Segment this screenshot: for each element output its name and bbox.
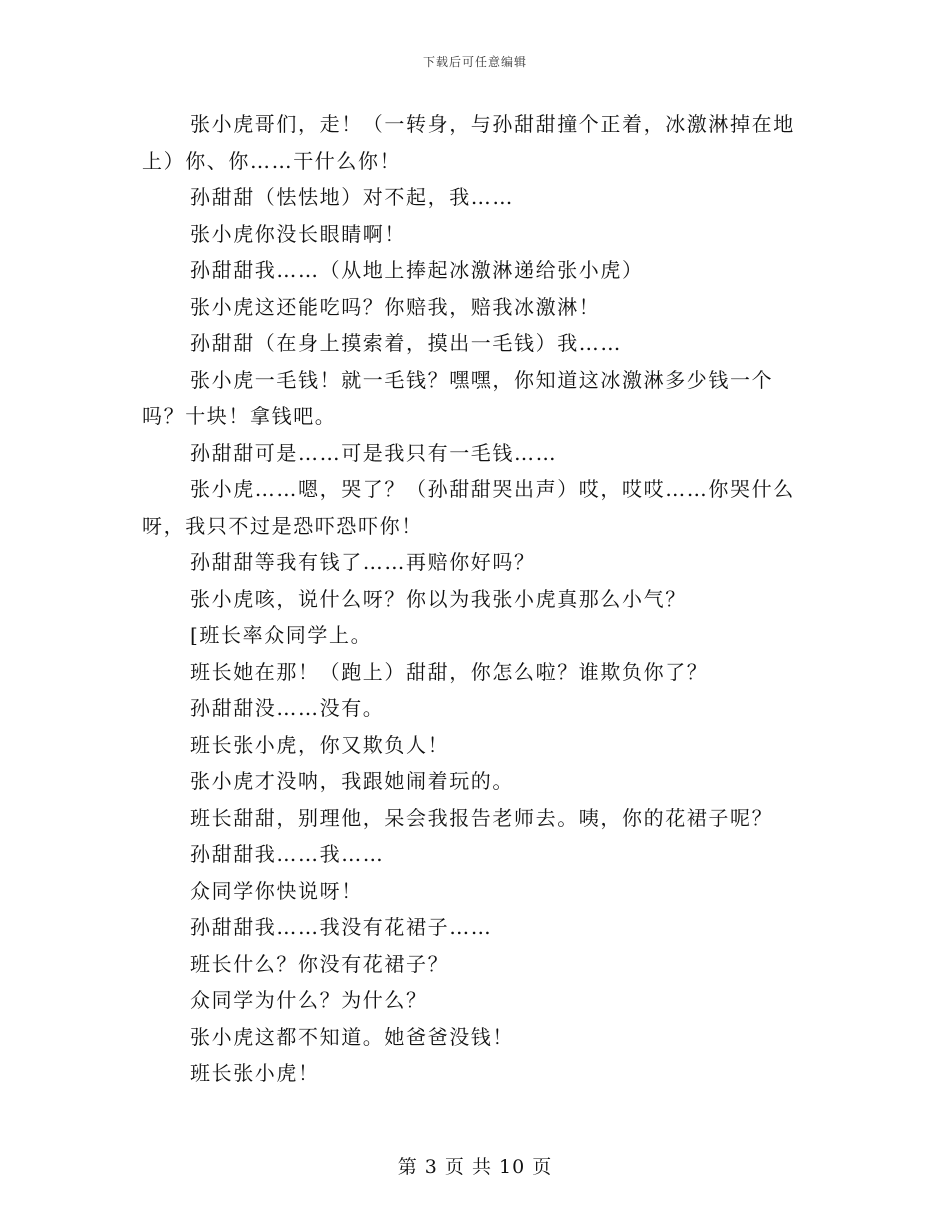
dialogue-line: 张小虎这都不知道。她爸爸没钱！ — [190, 1024, 514, 1049]
dialogue-line: 孙甜甜可是……可是我只有一毛钱…… — [190, 440, 558, 465]
dialogue-line: 张小虎咳，说什么呀？你以为我张小虎真那么小气？ — [190, 586, 687, 611]
dialogue-line: 孙甜甜我……我没有花裙子…… — [190, 915, 493, 939]
dialogue-line: 众同学你快说呀！ — [190, 878, 363, 903]
dialogue-line: 张小虎才没呐，我跟她闹着玩的。 — [190, 769, 514, 793]
dialogue-line: 孙甜甜（在身上摸索着，摸出一毛钱）我…… — [190, 331, 622, 355]
dialogue-line: 班长甜甜，别理他，呆会我报告老师去。咦，你的花裙子呢？ — [190, 805, 774, 830]
dialogue-line: 班长张小虎！ — [190, 1061, 320, 1085]
dialogue-line: 张小虎你没长眼睛啊！ — [190, 221, 406, 246]
dialogue-line: 班长什么？你没有花裙子？ — [190, 951, 450, 976]
stage-direction: [班长率众同学上。 — [190, 623, 373, 647]
dialogue-line: 张小虎……嗯，哭了？（孙甜甜哭出声）哎，哎哎……你哭什么呀，我只不过是恐吓恐吓你！ — [142, 477, 795, 538]
dialogue-line: 孙甜甜等我有钱了……再赔你好吗？ — [190, 550, 536, 574]
script-body — [142, 106, 812, 1092]
dialogue-line: 孙甜甜没……没有。 — [190, 696, 385, 720]
dialogue-line: 张小虎一毛钱！就一毛钱？嘿嘿，你知道这冰激淋多少钱一个吗？十块！拿钱吧。 — [142, 367, 774, 428]
dialogue-line: 孙甜甜我……我…… — [190, 842, 385, 866]
dialogue-line: 班长张小虎，你又欺负人！ — [190, 732, 450, 757]
dialogue-line: 孙甜甜（怯怯地）对不起，我…… — [190, 185, 514, 209]
dialogue-line: 张小虎哥们，走！（一转身，与孙甜甜撞个正着，冰激淋掉在地上）你、你……干什么你！ — [142, 112, 795, 173]
page-number: 第 3 页 共 10 页 — [397, 1156, 553, 1178]
dialogue-line: 张小虎这还能吃吗？你赔我，赔我冰激淋！ — [190, 294, 601, 319]
dialogue-line: 众同学为什么？为什么？ — [190, 988, 428, 1012]
dialogue-line: 孙甜甜我……（从地上捧起冰激淋递给张小虎） — [190, 258, 644, 282]
dialogue-line: 班长她在那！（跑上）甜甜，你怎么啦？谁欺负你了？ — [190, 659, 709, 684]
header-note: 下载后可任意编辑 — [422, 55, 527, 69]
